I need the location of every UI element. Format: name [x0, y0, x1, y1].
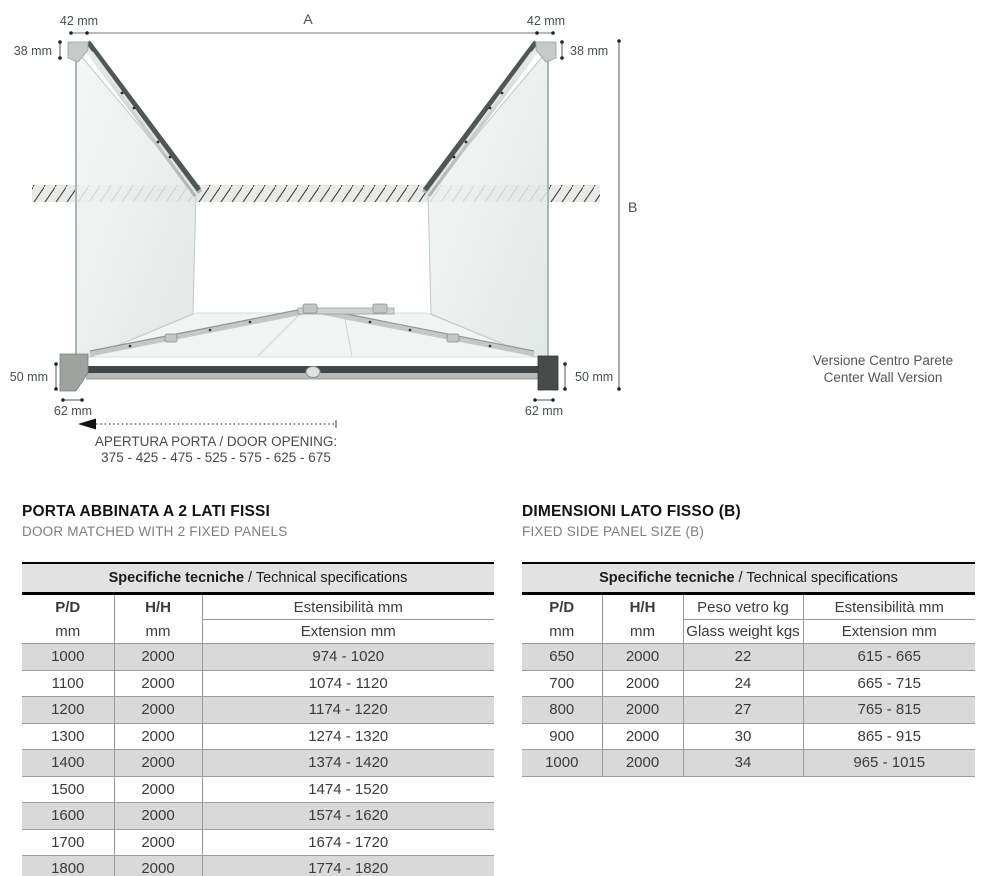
col-unit: mm — [522, 620, 602, 644]
table-cell: 2000 — [602, 750, 683, 777]
table-cell: 2000 — [114, 803, 202, 830]
table-row — [22, 776, 494, 803]
table-cell: 2000 — [602, 697, 683, 724]
table-cell: 1600 — [22, 803, 114, 830]
col-unit: Extension mm — [202, 620, 494, 644]
table-cell: 615 - 665 — [803, 644, 975, 671]
fixed-panel-left — [68, 42, 199, 357]
fixed-panel-right — [425, 42, 556, 357]
table-row — [522, 670, 975, 697]
table-cell: 2000 — [114, 697, 202, 724]
top-cap-right — [536, 42, 556, 62]
col-header: H/H — [602, 594, 683, 620]
table-cell: 27 — [683, 697, 803, 724]
column-header-row — [522, 594, 975, 620]
col-unit: mm — [114, 620, 202, 644]
table-cell: 1800 — [22, 856, 114, 876]
table-cell: 2000 — [114, 723, 202, 750]
col-header: P/D — [522, 594, 602, 620]
band-rest: / Technical specifications — [734, 570, 898, 586]
bottom-cap-left — [60, 354, 88, 391]
left-table-body — [22, 644, 494, 876]
table-cell: 965 - 1015 — [803, 750, 975, 777]
table-cell: 1400 — [22, 750, 114, 777]
bottom-track — [60, 354, 558, 391]
table-cell: 22 — [683, 644, 803, 671]
column-unit-row — [522, 620, 975, 644]
table-cell: 1174 - 1220 — [202, 697, 494, 724]
table-cell: 665 - 715 — [803, 670, 975, 697]
right-table-title: DIMENSIONI LATO FISSO (B) — [522, 503, 741, 520]
dimension-b — [617, 39, 637, 391]
band-rest: / Technical specifications — [244, 570, 408, 586]
table-row — [22, 829, 494, 856]
col-header: Estensibilità mm — [202, 594, 494, 620]
table-cell: 2000 — [114, 644, 202, 671]
dim-label-50-left: 50 mm — [9, 370, 48, 384]
table-cell: 2000 — [114, 829, 202, 856]
right-table-section — [522, 503, 975, 777]
dimension-62 — [54, 398, 563, 418]
table-cell: 765 - 815 — [803, 697, 975, 724]
table-cell: 34 — [683, 750, 803, 777]
table-cell: 1500 — [22, 776, 114, 803]
table-cell: 1474 - 1520 — [202, 776, 494, 803]
table-section-header — [22, 563, 494, 594]
table-cell: 1574 - 1620 — [202, 803, 494, 830]
col-unit: Extension mm — [803, 620, 975, 644]
table-cell: 2000 — [114, 856, 202, 876]
table-cell: 865 - 915 — [803, 723, 975, 750]
left-table-title: PORTA ABBINATA A 2 LATI FISSI — [22, 503, 271, 520]
table-row — [522, 723, 975, 750]
table-cell: 900 — [522, 723, 602, 750]
table-cell: 1700 — [22, 829, 114, 856]
dimension-a — [60, 11, 565, 35]
table-row — [22, 803, 494, 830]
table-cell: 30 — [683, 723, 803, 750]
dim-label-62-left: 62 mm — [53, 404, 93, 418]
bottom-cap-right — [538, 356, 558, 390]
dim-label-a: A — [303, 11, 313, 27]
col-unit: Glass weight kgs — [683, 620, 803, 644]
version-note — [770, 352, 996, 386]
table-cell: 2000 — [602, 723, 683, 750]
table-row — [522, 750, 975, 777]
dimension-38 — [14, 40, 608, 60]
table-row — [22, 750, 494, 777]
table-cell: 2000 — [114, 670, 202, 697]
dim-label-b: B — [628, 199, 638, 215]
door-opening-caption: APERTURA PORTA / DOOR OPENING: — [94, 434, 338, 449]
table-cell: 2000 — [114, 750, 202, 777]
col-unit: mm — [602, 620, 683, 644]
table-cell: 1774 - 1820 — [202, 856, 494, 876]
right-table-subtitle: FIXED SIDE PANEL SIZE (B) — [522, 524, 705, 539]
left-table-section — [22, 503, 494, 876]
band-bold: Specifiche tecniche — [599, 570, 735, 586]
col-header: P/D — [22, 594, 114, 620]
table-cell: 2000 — [114, 776, 202, 803]
table-row — [22, 697, 494, 724]
table-cell: 1200 — [22, 697, 114, 724]
table-row — [22, 723, 494, 750]
left-table-subtitle: DOOR MATCHED WITH 2 FIXED PANELS — [22, 524, 288, 539]
right-table-body — [522, 644, 975, 777]
table-cell: 1000 — [522, 750, 602, 777]
band-bold: Specifiche tecniche — [108, 570, 245, 586]
table-cell: 1300 — [22, 723, 114, 750]
dim-label-50-right: 50 mm — [575, 370, 614, 384]
table-cell: 1074 - 1120 — [202, 670, 494, 697]
version-note-line2: Center Wall Version — [823, 370, 943, 385]
table-row — [22, 670, 494, 697]
dim-label-38-left: 38 mm — [13, 44, 52, 58]
col-unit: mm — [22, 620, 114, 644]
table-cell: 1000 — [22, 644, 114, 671]
table-section-header — [522, 563, 975, 594]
table-cell: 1274 - 1320 — [202, 723, 494, 750]
table-cell: 1374 - 1420 — [202, 750, 494, 777]
column-unit-row — [22, 620, 494, 644]
table-cell: 2000 — [602, 670, 683, 697]
table-cell: 650 — [522, 644, 602, 671]
dim-label-62-right: 62 mm — [524, 404, 564, 418]
door-opening-annotation — [78, 419, 337, 466]
table-cell: 700 — [522, 670, 602, 697]
table-row — [22, 644, 494, 671]
table-cell: 24 — [683, 670, 803, 697]
table-row — [22, 856, 494, 876]
table-row — [522, 697, 975, 724]
table-row — [522, 644, 975, 671]
top-cap-left — [68, 42, 88, 62]
table-cell: 1100 — [22, 670, 114, 697]
left-spec-table — [22, 562, 494, 876]
technical-diagram — [0, 0, 660, 470]
dim-label-38-right: 38 mm — [570, 44, 609, 58]
table-cell: 974 - 1020 — [202, 644, 494, 671]
col-header: Estensibilità mm — [803, 594, 975, 620]
column-header-row — [22, 594, 494, 620]
dim-label-42-left: 42 mm — [59, 14, 99, 28]
version-note-line1: Versione Centro Parete — [812, 353, 954, 368]
table-cell: 2000 — [602, 644, 683, 671]
col-header: Peso vetro kg — [683, 594, 803, 620]
col-header: H/H — [114, 594, 202, 620]
table-cell: 800 — [522, 697, 602, 724]
table-cell: 1674 - 1720 — [202, 829, 494, 856]
door-opening-values: 375 - 425 - 475 - 525 - 575 - 625 - 675 — [101, 450, 331, 465]
dim-label-42-right: 42 mm — [526, 14, 566, 28]
arrow-left-icon — [78, 419, 96, 430]
right-spec-table — [522, 562, 975, 777]
